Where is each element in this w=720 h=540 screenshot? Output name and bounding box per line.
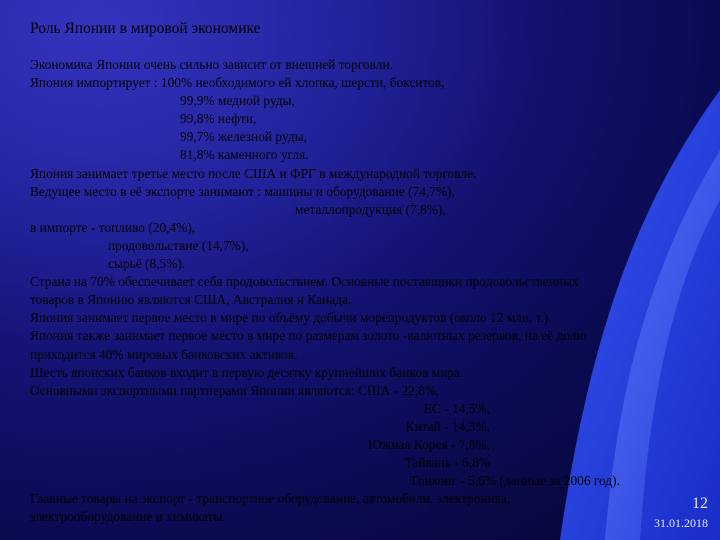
list-item-import: 81,8% каменного угля. xyxy=(180,147,309,163)
slide-body xyxy=(30,20,700,526)
text-seafood: Япония занимает первое место в мире по объёму добычи морепродуктов (около 12 млн. т.). xyxy=(30,310,552,326)
list-item-import: 99,7% железной руды, xyxy=(180,129,307,145)
text-export-lead: Ведущее место в её экспорте занимают : машины и оборудование (74,7%), xyxy=(30,183,455,199)
slide-number: 12 xyxy=(692,495,708,512)
list-item-import-goods: продовольствие (14,7%), xyxy=(108,237,249,253)
text-banks: Шесть японских банков входит в первую десятку крупнейших банков мира. xyxy=(30,364,464,380)
text-reserves-2: приходится 40% мировых банковских активов. xyxy=(30,346,298,362)
text-trade-rank: Япония занимает третье место после США и ФРГ в международной торговле. xyxy=(30,165,477,181)
text-food-1: Страна на 70% обеспечивает себя продовольствием. Основные поставщики продовольственных xyxy=(30,274,579,290)
text-goods-1: Главные товары на экспорт - транспортное оборудование, автомобили, электроника, xyxy=(30,491,511,507)
text-import-lead: в импорте - топливо (20,4%), xyxy=(30,219,196,235)
list-item-partner: Китай - 14,3%, xyxy=(405,418,490,434)
list-item-import: 99,9% медной руды, xyxy=(180,93,295,109)
list-item-partner: Южная Корея - 7,8%, xyxy=(368,436,490,452)
text-partners-lead: Основными экспортными партнерами Японии являются: США - 22,8%, xyxy=(30,382,440,398)
partners-list xyxy=(30,400,620,490)
slide-date: 31.01.2018 xyxy=(654,516,708,530)
list-item-partner: Тайвань - 6,8% xyxy=(404,455,490,471)
text-reserves-1: Япония также занимает первое место в мире по размерам золото -валютных резервов, на её долю xyxy=(30,328,587,344)
list-item-import-goods: сырьё (8,5%). xyxy=(108,256,186,272)
slide-title: Роль Японии в мировой экономике xyxy=(30,20,261,37)
text-export-cont: металлопродукция (7,8%), xyxy=(295,201,446,217)
text-intro: Экономика Японии очень сильно зависит от внешней торговли. xyxy=(30,57,393,72)
text-goods-2: электрооборудование и химикаты. xyxy=(30,509,226,525)
list-item-partner: Гонконг - 5,6% (данные за 2006 год). xyxy=(411,473,620,489)
text-imports-lead: Япония импортирует : 100% необходимого ей хлопка, шерсти, бокситов, xyxy=(30,75,445,91)
text-food-2: товаров в Японию являются США, Австралия и Канада. xyxy=(30,292,352,308)
list-item-partner: ЕС - 14,5%, xyxy=(423,400,490,416)
list-item-import: 99,8% нефти, xyxy=(180,111,257,127)
